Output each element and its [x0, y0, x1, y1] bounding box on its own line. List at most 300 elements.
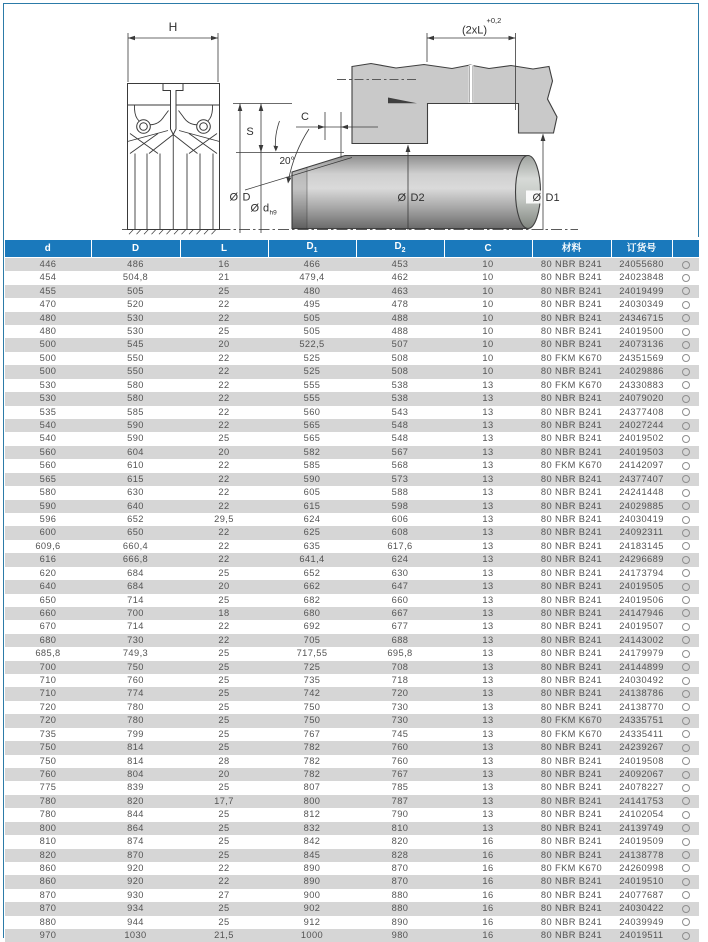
cell-availability — [672, 446, 699, 459]
cell-availability — [672, 849, 699, 862]
cell-order_no: 24138786 — [619, 688, 664, 699]
cell-availability — [672, 338, 699, 351]
availability-circle-icon — [682, 274, 690, 282]
cell-availability — [672, 661, 699, 674]
cell-d: 670 — [39, 621, 57, 632]
cell-L: 18 — [218, 607, 230, 618]
cell-D2: 630 — [391, 567, 409, 578]
availability-circle-icon — [682, 408, 690, 416]
cell-material: 80 NBR B241 — [540, 420, 603, 431]
cell-D: 550 — [127, 352, 144, 363]
cell-D: 714 — [127, 621, 144, 632]
cell-D2: 568 — [391, 460, 409, 471]
cell-availability — [672, 567, 699, 580]
cell-d: 680 — [39, 634, 57, 645]
cell-order_no: 24030419 — [619, 513, 664, 524]
cell-D2: 548 — [391, 433, 409, 444]
availability-circle-icon — [682, 596, 690, 604]
cell-D1: 565 — [303, 420, 321, 431]
availability-circle-icon — [682, 462, 690, 470]
col-header-d: d — [5, 240, 91, 257]
table-row — [5, 647, 699, 660]
cell-C: 13 — [482, 795, 494, 806]
cell-material: 80 NBR B241 — [540, 326, 603, 337]
cell-availability — [672, 459, 699, 472]
cell-material: 80 NBR B241 — [540, 487, 603, 498]
cell-D1: 466 — [303, 258, 321, 269]
table-row — [5, 661, 699, 674]
cell-D1: 902 — [303, 903, 321, 914]
cell-order_no: 24179979 — [619, 648, 664, 659]
table-row — [5, 862, 699, 875]
cell-D2: 820 — [391, 836, 409, 847]
table-row — [5, 473, 699, 486]
cell-availability — [672, 419, 699, 432]
cell-order_no: 24078227 — [619, 782, 664, 793]
cell-D2: 787 — [391, 795, 409, 806]
shaft-chamfer-band — [292, 167, 307, 228]
table-row — [5, 500, 699, 513]
cell-order_no: 24377408 — [619, 406, 664, 417]
table-row — [5, 567, 699, 580]
cell-order_no: 24027244 — [619, 420, 664, 431]
cell-d: 580 — [39, 487, 57, 498]
cell-D2: 608 — [391, 527, 409, 538]
cell-material: 80 NBR B241 — [540, 675, 603, 686]
cell-d: 455 — [39, 285, 57, 296]
cell-D: 749,3 — [122, 648, 149, 659]
cell-D1: 1000 — [300, 930, 324, 941]
availability-circle-icon — [682, 314, 690, 322]
cell-D1: 782 — [303, 768, 321, 779]
cell-D2: 617,6 — [387, 540, 413, 551]
housing-body — [352, 64, 557, 144]
table-row — [5, 338, 699, 351]
cell-L: 22 — [218, 299, 230, 310]
cell-C: 13 — [482, 768, 494, 779]
cell-d: 620 — [39, 567, 57, 578]
cell-D: 630 — [127, 487, 144, 498]
cell-D: 799 — [127, 728, 144, 739]
cell-d: 710 — [39, 688, 57, 699]
cell-availability — [672, 929, 699, 942]
cell-availability — [672, 352, 699, 365]
cell-order_no: 24030492 — [619, 675, 664, 686]
availability-circle-icon — [682, 797, 690, 805]
cell-D2: 790 — [391, 809, 409, 820]
cell-availability — [672, 822, 699, 835]
cell-d: 820 — [39, 849, 57, 860]
cell-d: 660 — [39, 607, 57, 618]
col-header-D2: $D_2$ — [356, 240, 444, 257]
cell-d: 780 — [39, 795, 57, 806]
cell-d: 860 — [39, 876, 57, 887]
cell-order_no: 24102054 — [619, 809, 664, 820]
cell-D: 820 — [127, 795, 144, 806]
cell-D2: 508 — [391, 352, 409, 363]
cell-D: 944 — [127, 916, 144, 927]
cell-C: 13 — [482, 567, 494, 578]
cell-D: 874 — [127, 836, 144, 847]
cell-D1: 890 — [303, 876, 321, 887]
table-row — [5, 889, 699, 902]
cell-C: 13 — [482, 527, 494, 538]
availability-circle-icon — [682, 341, 690, 349]
availability-circle-icon — [682, 677, 690, 685]
cell-material: 80 NBR B241 — [540, 795, 603, 806]
cell-material: 80 NBR B241 — [540, 312, 603, 323]
cell-D: 934 — [127, 903, 144, 914]
cell-L: 20 — [218, 768, 230, 779]
cell-order_no: 24030349 — [619, 299, 664, 310]
cell-C: 10 — [482, 285, 494, 296]
cell-C: 16 — [482, 930, 494, 941]
cell-material: 80 FKM K670 — [540, 379, 603, 390]
cell-availability — [672, 594, 699, 607]
cell-material: 80 NBR B241 — [540, 393, 603, 404]
cell-D: 870 — [127, 849, 144, 860]
cell-d: 596 — [39, 513, 57, 524]
cell-availability — [672, 486, 699, 499]
cell-D: 814 — [127, 755, 144, 766]
availability-circle-icon — [682, 542, 690, 550]
cell-order_no: 24019511 — [619, 930, 664, 941]
cell-d: 800 — [39, 822, 57, 833]
cell-D: 486 — [127, 258, 144, 269]
table-row — [5, 929, 699, 942]
cell-C: 13 — [482, 473, 494, 484]
cell-D2: 508 — [391, 366, 409, 377]
cell-d: 560 — [39, 460, 57, 471]
availability-circle-icon — [682, 381, 690, 389]
cell-D2: 647 — [391, 581, 409, 592]
cell-material: 80 NBR B241 — [540, 621, 603, 632]
cell-D: 844 — [127, 809, 144, 820]
cell-availability — [672, 728, 699, 741]
cell-order_no: 24039949 — [619, 916, 664, 927]
cell-C: 10 — [482, 299, 494, 310]
cell-C: 13 — [482, 634, 494, 645]
cell-L: 22 — [218, 352, 230, 363]
cell-L: 25 — [218, 742, 230, 753]
cell-C: 13 — [482, 540, 494, 551]
cell-d: 590 — [39, 500, 57, 511]
cell-D1: 782 — [303, 742, 321, 753]
cell-D: 730 — [127, 634, 144, 645]
cell-material: 80 FKM K670 — [540, 728, 603, 739]
table-row — [5, 325, 699, 338]
cell-L: 25 — [218, 688, 230, 699]
availability-circle-icon — [682, 368, 690, 376]
table-row — [5, 594, 699, 607]
cell-d: 530 — [39, 393, 57, 404]
cell-d: 500 — [39, 366, 57, 377]
cell-D: 652 — [127, 513, 144, 524]
table-row — [5, 741, 699, 754]
cell-availability — [672, 432, 699, 445]
cell-order_no: 24183145 — [619, 540, 664, 551]
dia-symbol-D1: D1 — [545, 192, 560, 204]
cell-order_no: 24296689 — [619, 554, 664, 565]
cell-order_no: 24351569 — [619, 352, 664, 363]
col-header-material: 材料 — [532, 240, 611, 257]
cell-order_no: 24144899 — [619, 661, 664, 672]
cell-D1: 812 — [303, 809, 321, 820]
cell-availability — [672, 835, 699, 848]
c-arrow-right — [341, 125, 348, 130]
cell-D2: 567 — [391, 446, 409, 457]
table-row — [5, 902, 699, 915]
cell-order_no: 24019506 — [619, 594, 664, 605]
cell-d: 780 — [39, 809, 57, 820]
cell-availability — [672, 808, 699, 821]
seal-spring-right-outer — [197, 120, 211, 134]
cell-L: 22 — [218, 621, 230, 632]
cell-d: 609,6 — [35, 540, 61, 551]
cell-d: 970 — [39, 930, 57, 941]
table-row — [5, 781, 699, 794]
cell-C: 13 — [482, 460, 494, 471]
cell-availability — [672, 257, 699, 271]
twoxl-arrow-right — [509, 36, 516, 41]
cell-material: 80 NBR B241 — [540, 581, 603, 592]
cell-order_no: 24377407 — [619, 473, 664, 484]
cell-L: 25 — [218, 728, 230, 739]
cell-D1: 505 — [303, 326, 321, 337]
cell-L: 25 — [218, 567, 230, 578]
cell-L: 22 — [218, 406, 230, 417]
table-row — [5, 553, 699, 566]
cell-D1: 735 — [303, 675, 321, 686]
cell-D1: 742 — [303, 688, 321, 699]
cell-D: 780 — [127, 701, 144, 712]
availability-circle-icon — [682, 851, 690, 859]
d1-arrow — [541, 134, 546, 142]
cell-L: 25 — [218, 701, 230, 712]
availability-circle-icon — [682, 864, 690, 872]
cell-availability — [672, 365, 699, 378]
cell-order_no: 24239267 — [619, 742, 664, 753]
cell-material: 80 NBR B241 — [540, 755, 603, 766]
cell-availability — [672, 540, 699, 553]
table-row — [5, 687, 699, 700]
table-row — [5, 419, 699, 432]
table-header — [5, 240, 699, 257]
cell-D2: 720 — [391, 688, 409, 699]
dim-label-2xl: (2xL) — [462, 24, 488, 37]
cell-C: 13 — [482, 782, 494, 793]
cell-material: 80 NBR B241 — [540, 285, 603, 296]
cell-order_no: 24173794 — [619, 567, 664, 578]
cell-availability — [672, 285, 699, 298]
cell-D2: 488 — [391, 326, 409, 337]
cell-D: 930 — [127, 889, 144, 900]
cell-L: 21 — [218, 272, 230, 283]
cell-d: 565 — [39, 473, 57, 484]
cell-D: 1030 — [124, 930, 147, 941]
cell-material: 80 NBR B241 — [540, 634, 603, 645]
cell-D2: 730 — [391, 715, 409, 726]
cell-material: 80 NBR B241 — [540, 567, 603, 578]
cell-d: 880 — [39, 916, 57, 927]
cell-material: 80 NBR B241 — [540, 607, 603, 618]
cell-D1: 845 — [303, 849, 321, 860]
cell-order_no: 24138770 — [619, 701, 664, 712]
cell-D1: 555 — [303, 393, 321, 404]
cell-D1: 479,4 — [299, 272, 325, 283]
cell-order_no: 24330883 — [619, 379, 664, 390]
table-row — [5, 365, 699, 378]
cell-D2: 538 — [391, 393, 409, 404]
cell-D1: 652 — [303, 567, 321, 578]
cell-D2: 708 — [391, 661, 409, 672]
availability-circle-icon — [682, 261, 690, 269]
cell-availability — [672, 392, 699, 405]
technical-drawing — [0, 0, 708, 238]
cell-D2: 573 — [391, 473, 409, 484]
cell-material: 80 FKM K670 — [540, 715, 603, 726]
dim-label-d: d — [263, 202, 270, 215]
table-row — [5, 701, 699, 714]
cell-D2: 660 — [391, 594, 409, 605]
cell-C: 10 — [482, 272, 494, 283]
cell-L: 22 — [218, 487, 230, 498]
cell-L: 27 — [218, 889, 230, 900]
cell-D2: 695,8 — [387, 648, 413, 659]
cell-material: 80 NBR B241 — [540, 782, 603, 793]
availability-circle-icon — [682, 878, 690, 886]
cell-L: 22 — [218, 460, 230, 471]
cell-material: 80 NBR B241 — [540, 473, 603, 484]
cell-C: 13 — [482, 406, 494, 417]
cell-D1: 624 — [303, 513, 321, 524]
cell-order_no: 24141753 — [619, 795, 664, 806]
cell-D2: 870 — [391, 876, 409, 887]
cell-material: 80 FKM K670 — [540, 352, 603, 363]
cell-D2: 543 — [391, 406, 409, 417]
cell-availability — [672, 714, 699, 727]
cell-L: 22 — [218, 876, 230, 887]
page-frame-left — [3, 237, 4, 938]
dim-label-angle: 20° — [279, 156, 295, 167]
table-row — [5, 849, 699, 862]
s-leader-arrow — [273, 146, 278, 152]
cell-d: 760 — [39, 768, 57, 779]
dia-symbol-D: Ø — [229, 191, 238, 204]
table-row — [5, 352, 699, 365]
cell-C: 13 — [482, 755, 494, 766]
cell-L: 21,5 — [214, 930, 234, 941]
cell-D2: 588 — [391, 487, 409, 498]
cell-order_no: 24092311 — [619, 527, 664, 538]
dim-label-D2: D2 — [410, 192, 425, 204]
table-row — [5, 271, 699, 284]
cell-material: 80 NBR B241 — [540, 903, 603, 914]
cell-material: 80 NBR B241 — [540, 366, 603, 377]
cell-D1: 522,5 — [299, 339, 325, 350]
cell-order_no: 24335411 — [619, 728, 664, 739]
cell-L: 25 — [218, 661, 230, 672]
cell-d: 616 — [39, 554, 57, 565]
cell-L: 22 — [218, 540, 230, 551]
cell-L: 20 — [218, 339, 230, 350]
cell-C: 10 — [482, 352, 494, 363]
cell-material: 80 NBR B241 — [540, 742, 603, 753]
s-arrow-down — [259, 145, 264, 153]
cell-order_no: 24077687 — [619, 889, 664, 900]
cell-D1: 767 — [303, 728, 321, 739]
cell-availability — [672, 647, 699, 660]
table-row — [5, 513, 699, 526]
cell-C: 13 — [482, 621, 494, 632]
cell-availability — [672, 513, 699, 526]
table-row — [5, 392, 699, 405]
availability-circle-icon — [682, 771, 690, 779]
cell-material: 80 NBR B241 — [540, 809, 603, 820]
cell-availability — [672, 500, 699, 513]
cell-material: 80 NBR B241 — [540, 768, 603, 779]
cell-D: 615 — [127, 473, 144, 484]
cell-material: 80 NBR B241 — [540, 594, 603, 605]
availability-circle-icon — [682, 744, 690, 752]
cell-availability — [672, 634, 699, 647]
cell-C: 16 — [482, 876, 494, 887]
cell-D1: 625 — [303, 527, 321, 538]
cell-D2: 880 — [391, 889, 409, 900]
cell-D1: 900 — [303, 889, 321, 900]
cell-D: 545 — [127, 339, 144, 350]
cell-d: 560 — [39, 446, 57, 457]
cell-d: 870 — [39, 903, 57, 914]
cell-D1: 585 — [303, 460, 321, 471]
cell-d: 720 — [39, 715, 57, 726]
cell-availability — [672, 620, 699, 633]
cell-order_no: 24055680 — [619, 258, 664, 269]
cell-D1: 662 — [303, 581, 321, 592]
cell-D: 804 — [127, 768, 144, 779]
cell-availability — [672, 687, 699, 700]
cell-L: 22 — [218, 473, 230, 484]
availability-circle-icon — [682, 891, 690, 899]
cell-C: 13 — [482, 701, 494, 712]
cell-D1: 582 — [303, 446, 321, 457]
cell-C: 10 — [482, 258, 494, 269]
cell-order_no: 24019502 — [619, 433, 664, 444]
cell-C: 10 — [482, 339, 494, 350]
cell-d: 500 — [39, 339, 57, 350]
cell-order_no: 24142097 — [619, 460, 664, 471]
availability-circle-icon — [682, 395, 690, 403]
dia-d-small-arrow — [259, 104, 264, 112]
table-row — [5, 822, 699, 835]
cell-D2: 667 — [391, 607, 409, 618]
cell-D: 590 — [127, 420, 144, 431]
table-row — [5, 916, 699, 929]
table-row — [5, 459, 699, 472]
cell-D1: 495 — [303, 299, 321, 310]
availability-circle-icon — [682, 811, 690, 819]
table-row — [5, 795, 699, 808]
cell-material: 80 NBR B241 — [540, 836, 603, 847]
col-header-D1: $D_1$ — [268, 240, 356, 257]
col-header-subscript: 1 — [313, 246, 318, 254]
cell-d: 710 — [39, 675, 57, 686]
cell-availability — [672, 741, 699, 754]
dim-label-D: D — [242, 191, 251, 204]
cell-D2: 870 — [391, 862, 409, 873]
cell-D2: 810 — [391, 822, 409, 833]
cell-L: 22 — [218, 500, 230, 511]
